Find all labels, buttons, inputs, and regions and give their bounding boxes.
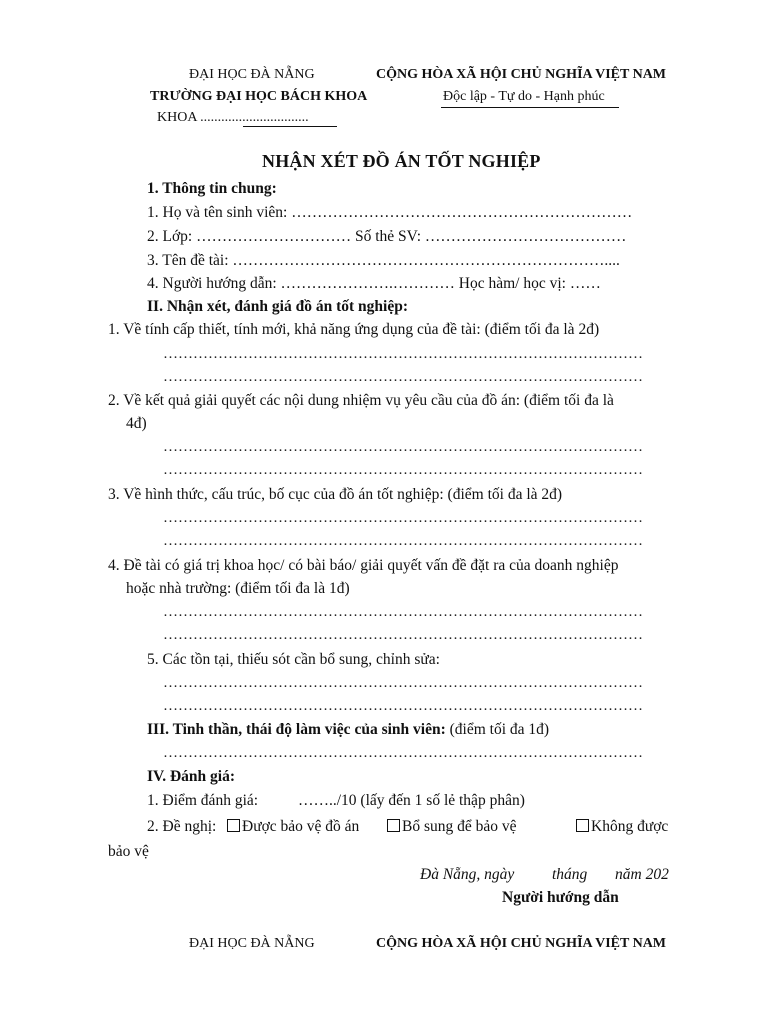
class-line: 2. Lớp: ………………………… Số thẻ SV: ………………………………… xyxy=(147,228,627,245)
section4-heading: IV. Đánh giá: xyxy=(147,768,236,785)
option-reject[interactable] xyxy=(576,818,668,836)
footer-university: ĐẠI HỌC ĐÀ NẴNG xyxy=(189,936,315,951)
motto-underline xyxy=(441,107,619,108)
option-supplement-label: Bổ sung để bảo vệ xyxy=(402,818,517,835)
advisor-line: 4. Người hướng dẫn: ………………….………… Học hàm/ học vị: …… xyxy=(147,275,601,292)
national-title: CỘNG HÒA XÃ HỘI CHỦ NGHĨA VIỆT NAM xyxy=(376,67,667,82)
signature-year: năm 202 xyxy=(615,866,669,883)
option-reject-label: Không được xyxy=(591,818,669,835)
criterion-2-cont: 4đ) xyxy=(126,415,147,432)
faculty-underline xyxy=(243,126,337,127)
section1-heading: 1. Thông tin chung: xyxy=(147,180,277,197)
answer-line: …………………………………………………………………………………… xyxy=(163,369,643,385)
school-name: TRƯỜNG ĐẠI HỌC BÁCH KHOA xyxy=(150,89,368,104)
answer-line: …………………………………………………………………………………… xyxy=(163,675,643,691)
signature-month: tháng xyxy=(552,866,588,883)
section3-suffix: (điểm tối đa 1đ) xyxy=(445,721,550,738)
score-value: ……../10 (lấy đến 1 số lẻ thập phân) xyxy=(298,792,525,809)
answer-line: …………………………………………………………………………………… xyxy=(163,346,643,362)
option-defend[interactable] xyxy=(227,818,359,836)
criterion-4-cont: hoặc nhà trường: (điểm tối đa là 1đ) xyxy=(126,580,350,597)
answer-line: …………………………………………………………………………………… xyxy=(163,627,643,643)
document-title: NHẬN XÉT ĐỒ ÁN TỐT NGHIỆP xyxy=(262,151,541,171)
score-label: 1. Điểm đánh giá: xyxy=(147,792,259,809)
criterion-1: 1. Về tính cấp thiết, tính mới, khả năng ứng dụng của đề tài: (điểm tối đa là 2đ) xyxy=(108,321,600,338)
section3-heading: III. Tinh thần, thái độ làm việc của sinh viên: xyxy=(147,721,446,738)
answer-line: …………………………………………………………………………………… xyxy=(163,745,643,761)
answer-line: …………………………………………………………………………………… xyxy=(163,698,643,714)
checkbox-defend[interactable] xyxy=(227,819,240,832)
criterion-2: 2. Về kết quả giải quyết các nội dung nhiệm vụ yêu cầu của đồ án: (điểm tối đa là xyxy=(108,392,614,409)
section3-line xyxy=(147,721,549,739)
criterion-3: 3. Về hình thức, cấu trúc, bố cục của đồ án tốt nghiệp: (điểm tối đa là 2đ) xyxy=(108,486,563,503)
answer-line: …………………………………………………………………………………… xyxy=(163,462,643,478)
checkbox-supplement[interactable] xyxy=(387,819,400,832)
footer-national-title: CỘNG HÒA XÃ HỘI CHỦ NGHĨA VIỆT NAM xyxy=(376,936,667,951)
answer-line: …………………………………………………………………………………… xyxy=(163,533,643,549)
signature-role: Người hướng dẫn xyxy=(502,889,619,906)
option-defend-label: Được bảo vệ đồ án xyxy=(242,818,360,835)
section2-heading: II. Nhận xét, đánh giá đồ án tốt nghiệp: xyxy=(147,298,408,315)
faculty-line: KHOA ............................... xyxy=(157,110,309,125)
answer-line: …………………………………………………………………………………… xyxy=(163,604,643,620)
checkbox-reject[interactable] xyxy=(576,819,589,832)
university-name: ĐẠI HỌC ĐÀ NẴNG xyxy=(189,67,315,82)
option-supplement[interactable] xyxy=(387,818,517,836)
criterion-4: 4. Đề tài có giá trị khoa học/ có bài báo/ giải quyết vấn đề đặt ra của doanh nghiệp xyxy=(108,557,619,574)
answer-line: …………………………………………………………………………………… xyxy=(163,439,643,455)
answer-line: …………………………………………………………………………………… xyxy=(163,510,643,526)
student-name-line: 1. Họ và tên sinh viên: ………………………………………………………… xyxy=(147,204,633,221)
topic-line: 3. Tên đề tài: ……………………………………………………………….... xyxy=(147,252,620,269)
criterion-5: 5. Các tồn tại, thiếu sót cần bổ sung, chỉnh sửa: xyxy=(147,651,440,668)
signature-date-place: Đà Nẵng, ngày xyxy=(420,866,515,883)
proposal-label: 2. Đề nghị: xyxy=(147,818,217,835)
national-motto: Độc lập - Tự do - Hạnh phúc xyxy=(443,89,605,104)
option-reject-cont: bảo vệ xyxy=(108,843,149,860)
